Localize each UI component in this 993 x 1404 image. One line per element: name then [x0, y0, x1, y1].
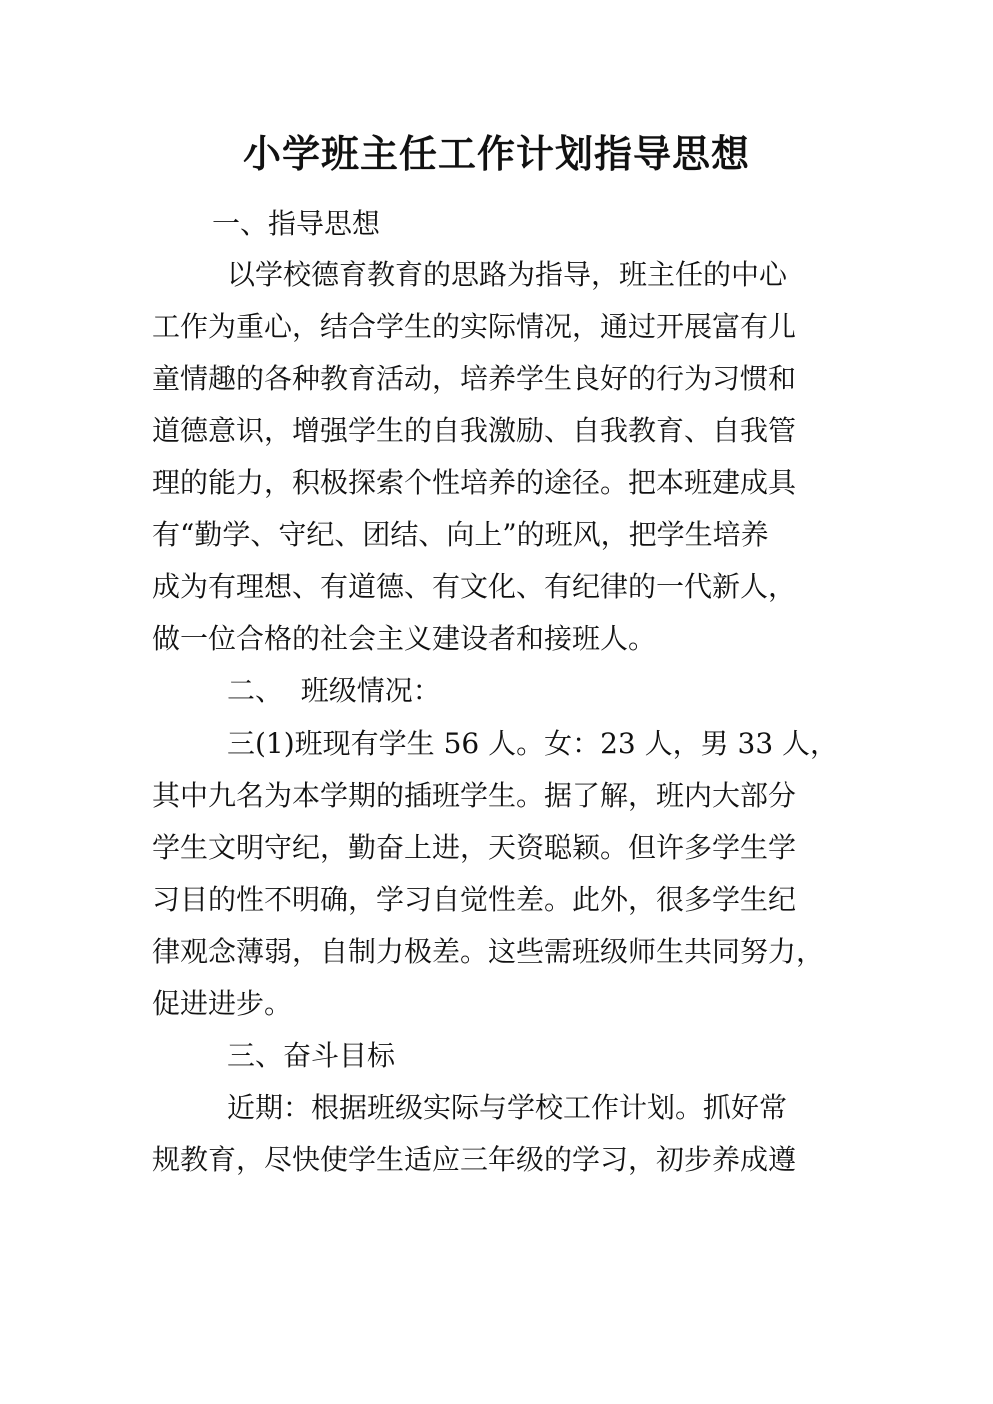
paragraph-line: 成为有理想、有道德、有文化、有纪律的一代新人，: [152, 570, 797, 603]
document-title: 小学班主任工作计划指导思想: [242, 132, 750, 176]
paragraph-line: 工作为重心，结合学生的实际情况，通过开展富有儿: [152, 310, 797, 343]
paragraph-line: 近期：根据班级实际与学校工作计划。抓好常: [227, 1091, 788, 1124]
section-heading-3: 三、奋斗目标: [227, 1039, 396, 1072]
paragraph-line: 三(1)班现有学生 56 人。女：23 人，男 33 人，: [227, 727, 839, 760]
paragraph-line: 学生文明守纪，勤奋上进，天资聪颖。但许多学生学: [152, 831, 797, 864]
section-heading-2: 二、 班级情况：: [227, 674, 441, 707]
paragraph-line: 规教育，尽快使学生适应三年级的学习，初步养成遵: [152, 1143, 797, 1176]
paragraph-line: 促进进步。: [152, 987, 293, 1020]
paragraph-line: 道德意识，增强学生的自我激励、自我教育、自我管: [152, 414, 797, 447]
paragraph-line: 有“勤学、守纪、团结、向上”的班风，把学生培养: [152, 518, 769, 551]
paragraph-line: 习目的性不明确，学习自觉性差。此外，很多学生纪: [152, 883, 797, 916]
paragraph-line: 以学校德育教育的思路为指导，班主任的中心: [227, 258, 788, 291]
paragraph-line: 其中九名为本学期的插班学生。据了解，班内大部分: [152, 779, 797, 812]
paragraph-line: 律观念薄弱，自制力极差。这些需班级师生共同努力，: [152, 935, 825, 968]
paragraph-line: 理的能力，积极探索个性培养的途径。把本班建成具: [152, 466, 797, 499]
paragraph-line: 童情趣的各种教育活动，培养学生良好的行为习惯和: [152, 362, 797, 395]
section-heading-1: 一、指导思想: [212, 207, 381, 240]
paragraph-line: 做一位合格的社会主义建设者和接班人。: [152, 622, 657, 655]
